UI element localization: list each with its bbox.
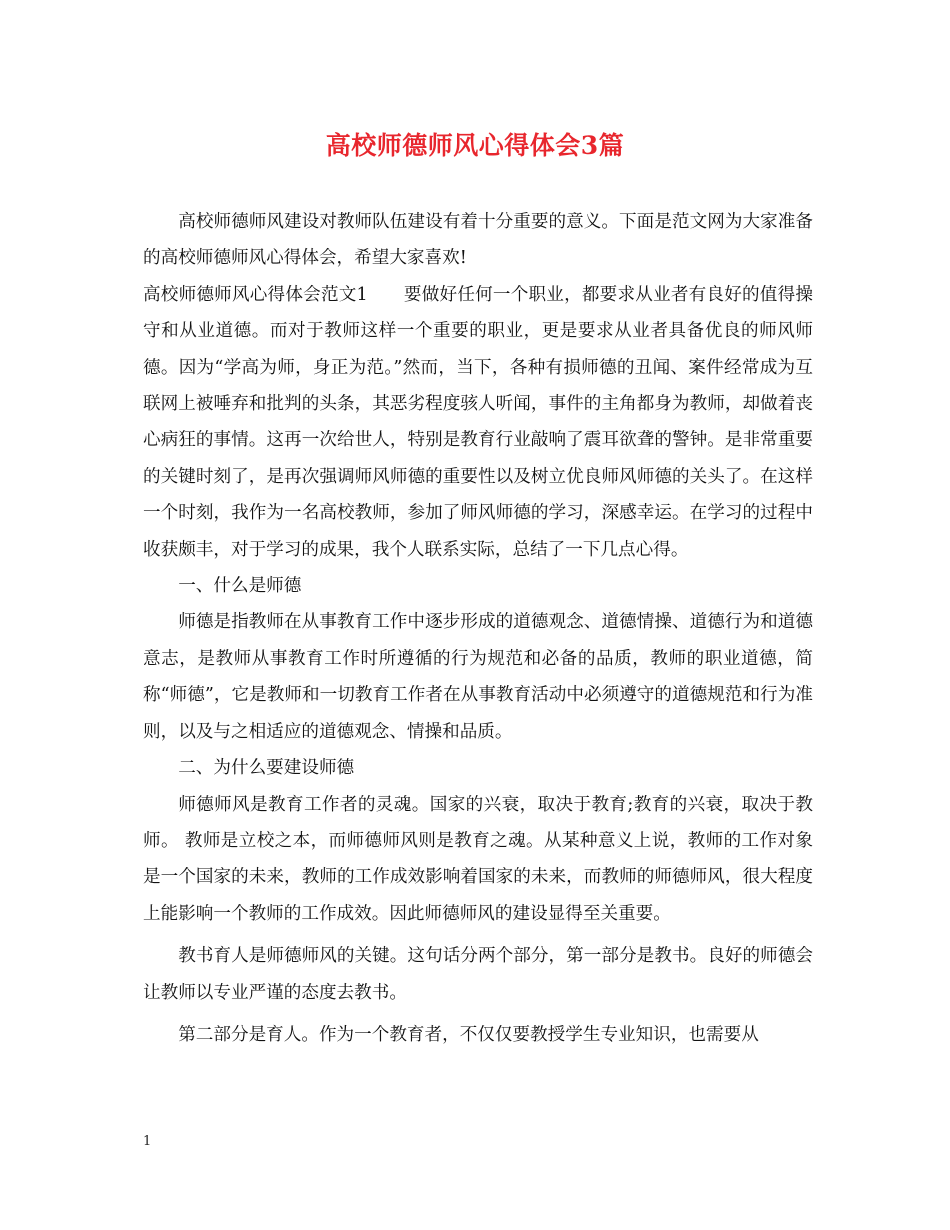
paragraph-4: 教书育人是师德师风的关键。这句话分两个部分，第一部分是教书。良好的师德会让教师以专业严谨的态度去教书。 [143, 946, 813, 1003]
intro-paragraph: 高校师德师风建设对教师队伍建设有着十分重要的意义。下面是范文网为大家准备的高校师德师风心得体会，希望大家喜欢! [143, 212, 813, 269]
sample-label: 高校师德师风心得体会范文1 [143, 284, 368, 305]
section-heading-2: 二、为什么要建设师德 [178, 758, 355, 779]
paragraph-3: 师德师风是教育工作者的灵魂。国家的兴衰，取决于教育;教育的兴衰，取决于教师。 教师是立校之本，而师德师风则是教育之魂。从某种意义上说，教师的工作对象是一个国家的未来，教师的工作成效影响着国家的未来，而教师的师德师风，很大程度上能影响一个教师的工作成效。因此师德师风的建设显得至关重要。 [143, 794, 813, 924]
paragraph-2: 师德是指教师在从事教育工作中逐步形成的道德观念、道德情操、道德行为和道德意志，是教师从事教育工作时所遵循的行为规范和必备的品质，教师的职业道德，简称“师德”，它是教师和一切教育工作者在从事教育活动中必须遵守的道德规范和行为准则，以及与之相适应的道德观念、情操和品质。 [143, 612, 813, 742]
paragraph-1: 要做好任何一个职业，都要求从业者有良好的值得操守和从业道德。而对于教师这样一个重要的职业，更是要求从业者具备优良的师风师德。因为“学高为师，身正为范。”然而，当下，各种有损师德的丑闻、案件经常成为互联网上被唾弃和批判的头条，其恶劣程度骇人听闻，事件的主角都身为教师，却做着丧心病狂的事情。这再一次给世人，特别是教育行业敲响了震耳欲聋的警钟。是非常重要的关键时刻了，是再次强调师风师德的重要性以及树立优良师风师德的关头了。在这样一个时刻，我作为一名高校教师，参加了师风师德的学习，深感幸运。在学习的过程中收获颇丰，对于学习的成果，我个人联系实际，总结了一下几点心得。 [143, 284, 813, 560]
sample-paragraph [143, 277, 813, 568]
document-body [143, 204, 813, 1053]
paragraph-5: 第二部分是育人。作为一个教育者，不仅仅要教授学生专业知识，也需要从 [178, 1024, 759, 1045]
section-heading-1: 一、什么是师德 [178, 576, 302, 597]
document-title: 高校师德师风心得体会3篇 [325, 131, 625, 160]
page-number: 1 [143, 1134, 152, 1149]
